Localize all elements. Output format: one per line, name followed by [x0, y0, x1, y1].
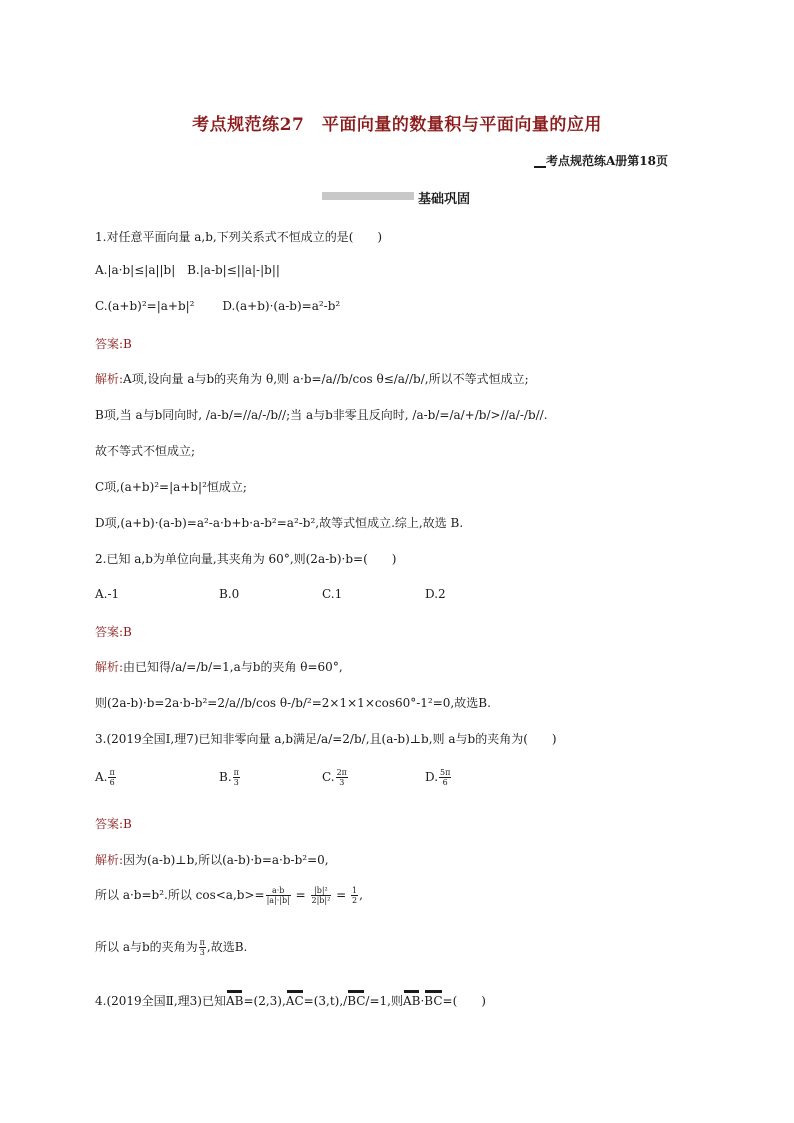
q4-vector-ac: AC: [285, 994, 304, 1008]
q2-analysis-text-1: 由已知得/a/=/b/=1,a与b的夹角 θ=60°,: [123, 660, 343, 674]
q3-option-a-num: π: [109, 768, 115, 777]
q3-analysis-label: 解析:: [95, 853, 124, 867]
q1-option-a: A.|a·b|≤|a||b|: [95, 263, 176, 277]
q3-analysis-2-suffix: ,: [359, 888, 363, 902]
q3-option-c: [322, 768, 349, 787]
q3-fraction-4-den: 3: [199, 948, 205, 957]
q2-option-a: A.-1: [95, 587, 120, 601]
q3-analysis-2-prefix: 所以 a·b=b².所以 cos<a,b>=: [95, 888, 265, 902]
q2-option-b: B.0: [219, 587, 240, 601]
q2-stem: 2.已知 a,b为单位向量,其夹角为 60°,则(2a-b)·b=( ): [95, 552, 397, 566]
q3-fraction-2: [311, 886, 332, 905]
q3-option-d: [425, 768, 452, 787]
q1-analysis-line-1: [95, 370, 529, 387]
q3-option-b-fraction: [233, 768, 240, 787]
q4-part-3: =(3,t),/: [303, 994, 348, 1008]
q3-fraction-3: [351, 886, 358, 905]
q2-analysis-label: 解析:: [95, 660, 124, 674]
q1-stem: 1.对任意平面向量 a,b,下列关系式不恒成立的是( ): [95, 230, 383, 244]
q1-analysis-line-2: B项,当 a与b同向时, /a-b/=//a/-/b//;当 a与b非零且反向时, /a-b/=/a/+/b/>//a/-/b//.: [95, 408, 548, 422]
q3-option-a-den: 6: [109, 778, 115, 787]
q4-part-5: ·: [420, 994, 425, 1008]
q2-option-d: D.2: [425, 587, 446, 601]
q4-part-1: 4.(2019全国Ⅱ,理3)已知: [95, 994, 226, 1008]
q3-fraction-1: [266, 886, 291, 905]
q3-option-c-label: C.: [322, 770, 335, 784]
q3-option-a-label: A.: [95, 770, 108, 784]
textbook-reference: [534, 152, 668, 169]
q3-analysis-line-3: [95, 938, 247, 957]
q3-fraction-2-num: |b|²: [311, 886, 332, 896]
q1-answer: 答案:B: [95, 337, 132, 351]
q3-fraction-2-den: 2|b|²: [311, 896, 331, 905]
q3-analysis-text-1: 因为(a-b)⊥b,所以(a-b)·b=a·b-b²=0,: [123, 853, 329, 867]
q1-options-row-2: [95, 299, 695, 313]
q3-analysis-3-prefix: 所以 a与b的夹角为: [95, 940, 198, 954]
q3-option-b-den: 3: [233, 778, 239, 787]
q1-analysis-line-4: C项,(a+b)²=|a+b|²恒成立;: [95, 480, 247, 494]
q3-fraction-4-num: π: [199, 938, 205, 947]
q3-option-b-label: B.: [219, 770, 232, 784]
q1-analysis-text-1: A项,设向量 a与b的夹角为 θ,则 a·b=/a//b/cos θ≤/a//b/,所以不等式恒成立;: [123, 372, 529, 386]
q3-equals-2: =: [336, 888, 347, 902]
section-bar: [322, 192, 414, 200]
q3-option-c-fraction: [336, 768, 348, 787]
q2-option-c: C.1: [322, 587, 343, 601]
q3-option-d-den: 6: [442, 778, 448, 787]
q1-option-d: D.(a+b)·(a-b)=a²-b²: [222, 299, 341, 313]
q3-option-c-num: 2π: [336, 768, 347, 777]
q1-options-row-1: [95, 263, 695, 277]
q3-option-d-label: D.: [425, 770, 439, 784]
q3-option-a: [95, 768, 117, 787]
q3-option-d-num: 5π: [440, 768, 451, 777]
q3-option-b: [219, 768, 241, 787]
q2-analysis-line-1: [95, 658, 343, 675]
q3-analysis-line-2: [95, 886, 363, 905]
q4-vector-ab: AB: [225, 994, 244, 1008]
q3-stem: 3.(2019全国Ⅰ,理7)已知非零向量 a,b满足/a/=2/b/,且(a-b)⊥b,则 a与b的夹角为( ): [95, 732, 557, 746]
q1-analysis-line-5: D项,(a+b)·(a-b)=a²-a·b+b·a-b²=a²-b²,故等式恒成立.综上,故选 B.: [95, 516, 464, 530]
q1-analysis-line-3: 故不等式不恒成立;: [95, 444, 196, 458]
q4-part-2: =(2,3),: [243, 994, 286, 1008]
q4-stem: [95, 992, 486, 1009]
q2-analysis-line-2: 则(2a-b)·b=2a·b-b²=2/a//b/cos θ-/b/²=2×1×1×cos60°-1²=0,故选B.: [95, 696, 491, 710]
q3-options: [95, 768, 515, 794]
q3-option-d-fraction: [439, 768, 451, 787]
q3-fraction-1-num: a·b: [266, 886, 291, 896]
q1-analysis-label: 解析:: [95, 372, 124, 386]
q3-fraction-1-den: |a|·|b|: [266, 896, 290, 905]
q3-option-c-den: 3: [339, 778, 345, 787]
q2-options: [95, 587, 495, 603]
q3-fraction-3-den: 2: [352, 896, 358, 905]
q4-part-6: =( ): [442, 994, 486, 1008]
page-title: 考点规范练27 平面向量的数量积与平面向量的应用: [192, 115, 602, 135]
q3-option-a-fraction: [108, 768, 115, 787]
q4-vector-bc: BC: [347, 994, 366, 1008]
q3-analysis-3-suffix: ,故选B.: [206, 940, 248, 954]
q4-part-4: /=1,则: [365, 994, 403, 1008]
q1-option-b: B.|a-b|≤||a|-|b||: [187, 263, 280, 277]
q4-vector-bc-2: BC: [424, 994, 443, 1008]
q1-option-c: C.(a+b)²=|a+b|²: [95, 299, 195, 313]
section-heading: 基础巩固: [418, 192, 471, 207]
q3-option-b-num: π: [233, 768, 239, 777]
q3-fraction-4: [199, 938, 206, 957]
q3-equals-1: =: [295, 888, 306, 902]
q3-analysis-line-1: [95, 851, 329, 868]
q3-fraction-3-num: 1: [352, 886, 358, 895]
reference-underline: __: [533, 154, 546, 168]
q2-answer: 答案:B: [95, 625, 132, 639]
q3-answer: 答案:B: [95, 817, 132, 831]
q4-vector-ab-2: AB: [402, 994, 421, 1008]
reference-text: 考点规范练A册第18页: [545, 154, 668, 168]
